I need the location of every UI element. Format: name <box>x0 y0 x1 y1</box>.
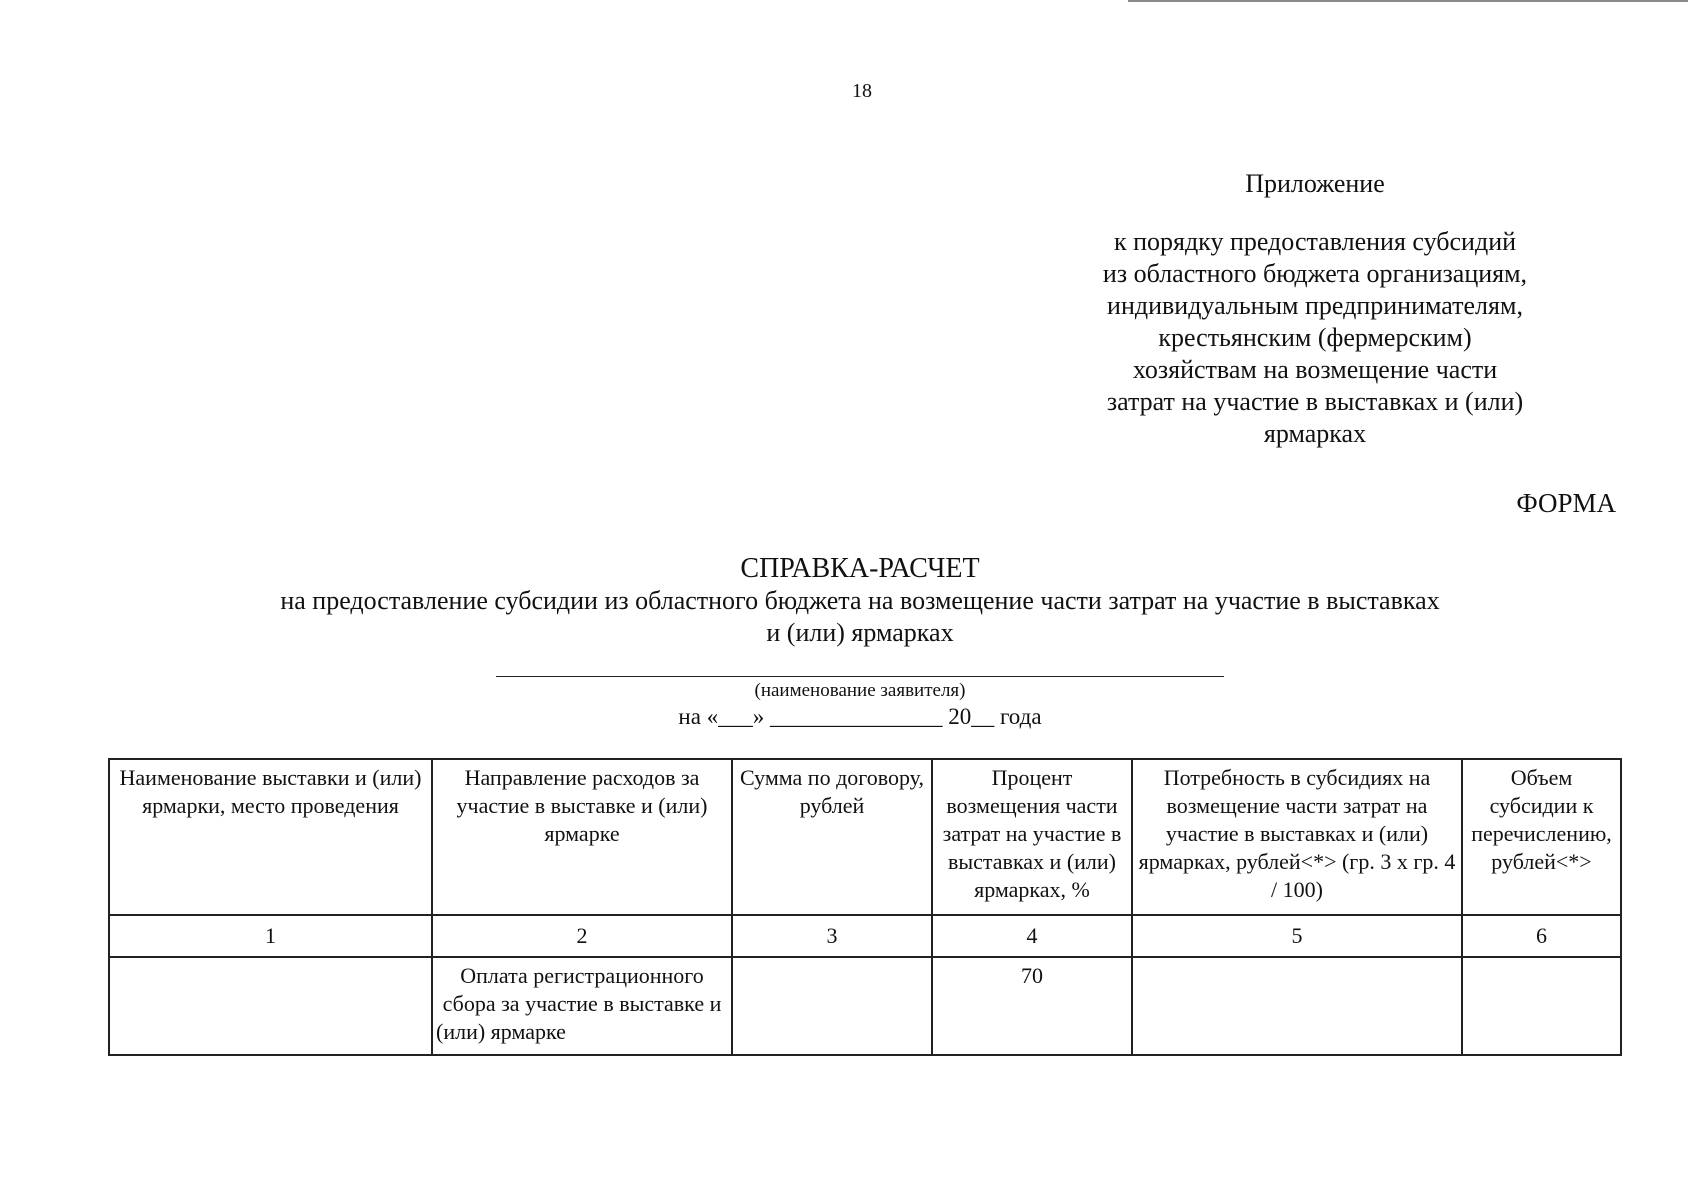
appendix-title: Приложение <box>1245 169 1385 198</box>
cell-expense-direction: Оплата регистрационного сбора за участие в выставке и (или) ярмарке <box>432 957 732 1055</box>
applicant-caption: (наименование заявителя) <box>754 680 966 701</box>
cell-subsidy-amount <box>1462 957 1621 1055</box>
header-exhibition-name: Наименование выставки и (или) ярмарки, место проведения <box>109 759 432 915</box>
header-subsidy-amount: Объем субсидии к перечислению, рублей<*> <box>1462 759 1621 915</box>
column-number: 3 <box>732 915 932 957</box>
document-subtitle: на предоставление субсидии из областного бюджета на возмещение части затрат на участие в выставках и (или) ярмарках <box>280 586 1440 647</box>
table-row <box>109 957 1621 1055</box>
date-line: на «___» _______________ 20__ года <box>678 704 1042 729</box>
header-subsidy-need: Потребность в субсидиях на возмещение части затрат на участие в выставках и (или) ярмарках, рублей<*> (гр. 3 х гр. 4 / 100) <box>1132 759 1462 915</box>
header-expense-direction: Направление расходов за участие в выставке и (или) ярмарке <box>432 759 732 915</box>
column-number: 2 <box>432 915 732 957</box>
appendix-block <box>1040 168 1590 450</box>
cell-subsidy-need <box>1132 957 1462 1055</box>
page-number: 18 <box>852 80 872 102</box>
header-reimbursement-percent: Процент возмещения части затрат на участие в выставках и (или) ярмарках, % <box>932 759 1132 915</box>
cell-exhibition-name <box>109 957 432 1055</box>
header-contract-sum: Сумма по договору, рублей <box>732 759 932 915</box>
table-header-row <box>109 759 1621 915</box>
form-label: ФОРМА <box>1516 488 1616 518</box>
column-number: 5 <box>1132 915 1462 957</box>
column-number-row <box>109 915 1621 957</box>
column-number: 1 <box>109 915 432 957</box>
cell-contract-sum <box>732 957 932 1055</box>
applicant-name-line <box>496 676 1224 677</box>
document-title: СПРАВКА-РАСЧЕТ <box>740 553 980 584</box>
top-rule <box>1128 0 1688 2</box>
calculation-table <box>108 758 1622 1056</box>
column-number: 6 <box>1462 915 1621 957</box>
cell-reimbursement-percent: 70 <box>932 957 1132 1055</box>
column-number: 4 <box>932 915 1132 957</box>
appendix-text: к порядку предоставления субсидий из областного бюджета организациям, индивидуальным предпринимателям, крестьянским (фермерским) хозяйствам на возмещение части затрат на участие в выставках и (или) ярмарках <box>1102 227 1528 448</box>
